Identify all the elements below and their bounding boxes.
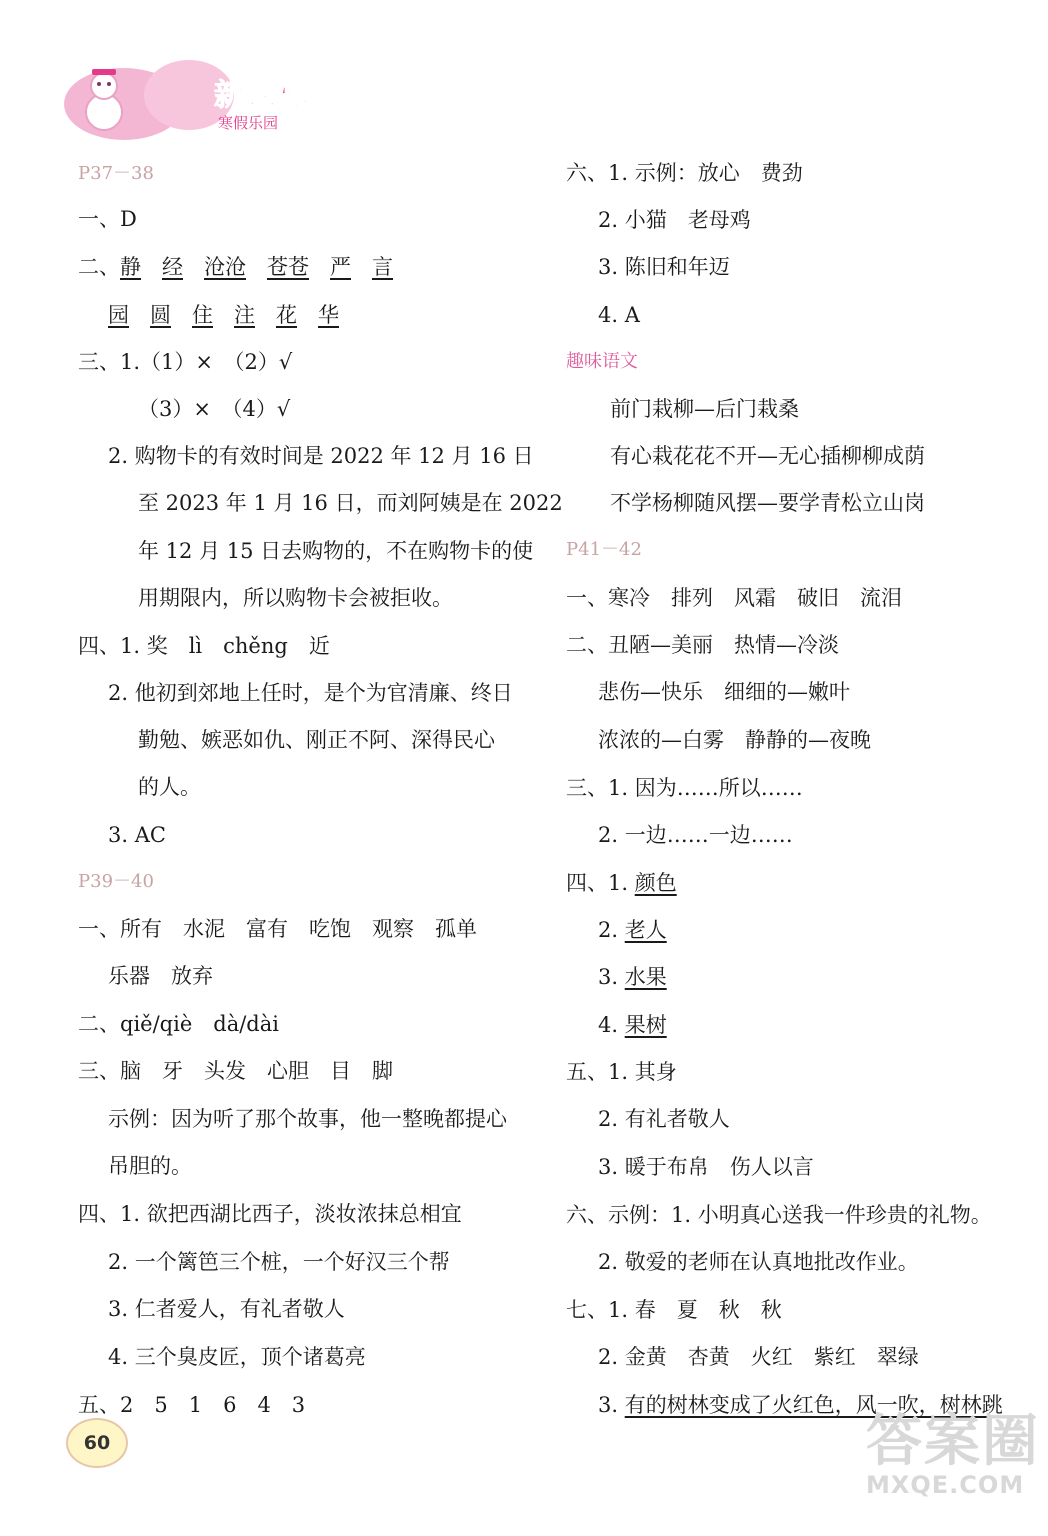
answer-line: 2. 他初到郊地上任时，是个为官清廉、终日: [108, 681, 513, 705]
answer-line: 三、脑 牙 头发 心胆 目 脚: [78, 1059, 393, 1083]
page-ref-p39: P39－40: [78, 871, 154, 892]
answer-line: 2. 金黄 杏黄 火红 紫红 翠绿: [598, 1345, 919, 1369]
answer-line: 三、1. 因为……所以……: [566, 776, 803, 800]
answer-line: 2. 一个篱笆三个桩，一个好汉三个帮: [108, 1250, 450, 1274]
answer-line: 浓浓的—白雾 静静的—夜晚: [598, 728, 871, 752]
snowman-icon: [72, 66, 136, 132]
answer-line: [108, 302, 339, 328]
page-ref-p41: P41－42: [566, 539, 642, 560]
answer-line: 3. 仁者爱人，有礼者敬人: [108, 1297, 345, 1321]
answer-word: 水果: [624, 965, 667, 989]
answer-line: 一、所有 水泥 富有 吃饱 观察 孤单: [78, 917, 477, 941]
answer-word: 圆: [150, 303, 171, 327]
answer-word: 老人: [624, 918, 667, 942]
answer-line: 吊胆的。: [108, 1154, 192, 1178]
answer-line: 3. AC: [108, 823, 166, 847]
answer-line: 悲伤—快乐 细细的—嫩叶: [598, 680, 850, 704]
answer-number: 二、: [78, 255, 120, 279]
answer-number: 四、1.: [566, 871, 635, 895]
watermark-url: MXQE.COM: [866, 1471, 1025, 1499]
answer-line: 有心栽花花不开—无心插柳柳成荫: [610, 444, 925, 468]
answer-line: 2. 敬爱的老师在认真地批改作业。: [598, 1250, 919, 1274]
answer-line: 六、1. 示例：放心 费劲: [566, 161, 803, 185]
logo-title: 新课标: [214, 78, 310, 113]
answer-line: [566, 870, 677, 896]
answer-line: 用期限内，所以购物卡会被拒收。: [138, 586, 453, 610]
answer-line: [598, 917, 667, 943]
answer-line: 2. 有礼者敬人: [598, 1107, 730, 1131]
answer-line: 六、示例：1. 小明真心送我一件珍贵的礼物。: [566, 1203, 992, 1227]
watermark: [866, 1409, 1040, 1499]
answer-line: 4. 三个臭皮匠，顶个诸葛亮: [108, 1345, 366, 1369]
page-ref-p37: P37－38: [78, 163, 154, 184]
answer-word: 住: [192, 303, 213, 327]
answer-line: [598, 964, 667, 990]
brand-logo: [64, 60, 334, 142]
answer-line: 前门栽柳—后门栽桑: [610, 397, 799, 421]
answer-word: 花: [276, 303, 297, 327]
answer-line: 不学杨柳随风摆—要学青松立山岗: [610, 491, 925, 515]
answer-line: 示例：因为听了那个故事，他一整晚都提心: [108, 1107, 507, 1131]
answer-line: 勤勉、嫉恶如仇、刚正不阿、深得民心: [138, 728, 495, 752]
answer-line: 2. 一边……一边……: [598, 823, 793, 847]
answer-line: 七、1. 春 夏 秋 秋: [566, 1298, 782, 1322]
answer-line: 二、丑陋—美丽 热情—冷淡: [566, 633, 839, 657]
answer-line: 一、寒冷 排列 风霜 破旧 流泪: [566, 586, 902, 610]
answer-word: 华: [318, 303, 339, 327]
answer-word: 有的树林变成了火红色，风一吹，树林跳: [624, 1393, 1003, 1417]
answer-line: 五、2 5 1 6 4 3: [78, 1393, 306, 1417]
answer-line: 乐器 放弃: [108, 964, 213, 988]
answer-word: 沧沧: [204, 255, 246, 279]
answer-word: 经: [162, 255, 183, 279]
answer-line: 五、1. 其身: [566, 1060, 677, 1084]
answer-word: 苍苍: [267, 255, 309, 279]
answer-word: 言: [372, 255, 393, 279]
answer-line: [78, 254, 393, 280]
section-title: 趣味语文: [566, 351, 638, 372]
answer-line: 3. 陈旧和年迈: [598, 255, 730, 279]
answer-line: 2. 购物卡的有效时间是 2022 年 12 月 16 日: [108, 444, 534, 468]
answer-line: 一、D: [78, 207, 137, 231]
logo-subtitle: 寒假乐园: [218, 114, 279, 132]
answer-line: 至 2023 年 1 月 16 日，而刘阿姨是在 2022: [138, 491, 563, 515]
page-number: 60: [66, 1418, 128, 1468]
answer-line: 2. 小猫 老母鸡: [598, 208, 751, 232]
answer-word: 颜色: [634, 871, 677, 895]
answer-line: 4. A: [598, 303, 640, 327]
answer-number: 4.: [598, 1013, 625, 1037]
answer-word: 静: [120, 255, 141, 279]
answer-word: 果树: [624, 1013, 667, 1037]
answer-line: 四、1. 欲把西湖比西子，淡妆浓抹总相宜: [78, 1202, 462, 1226]
answer-number: 3.: [598, 1393, 625, 1417]
answer-word: 注: [234, 303, 255, 327]
answer-line: 三、1.（1）× （2）√: [78, 350, 293, 374]
answer-word: 严: [330, 255, 351, 279]
answer-line: 3. 暖于布帛 伤人以言: [598, 1155, 814, 1179]
answer-number: 2.: [598, 918, 625, 942]
answer-line: [598, 1012, 667, 1038]
answer-line: 二、qiě/qiè dà/dài: [78, 1012, 279, 1036]
answer-line: 四、1. 奖 lì chěng 近: [78, 634, 330, 658]
answer-word: 园: [108, 303, 129, 327]
watermark-text: 答案圈: [866, 1409, 1040, 1474]
answer-number: 3.: [598, 965, 625, 989]
answer-line: 的人。: [138, 775, 201, 799]
answer-line: 年 12 月 15 日去购物的，不在购物卡的使: [138, 539, 534, 563]
answer-line: （3）× （4）√: [138, 397, 291, 421]
